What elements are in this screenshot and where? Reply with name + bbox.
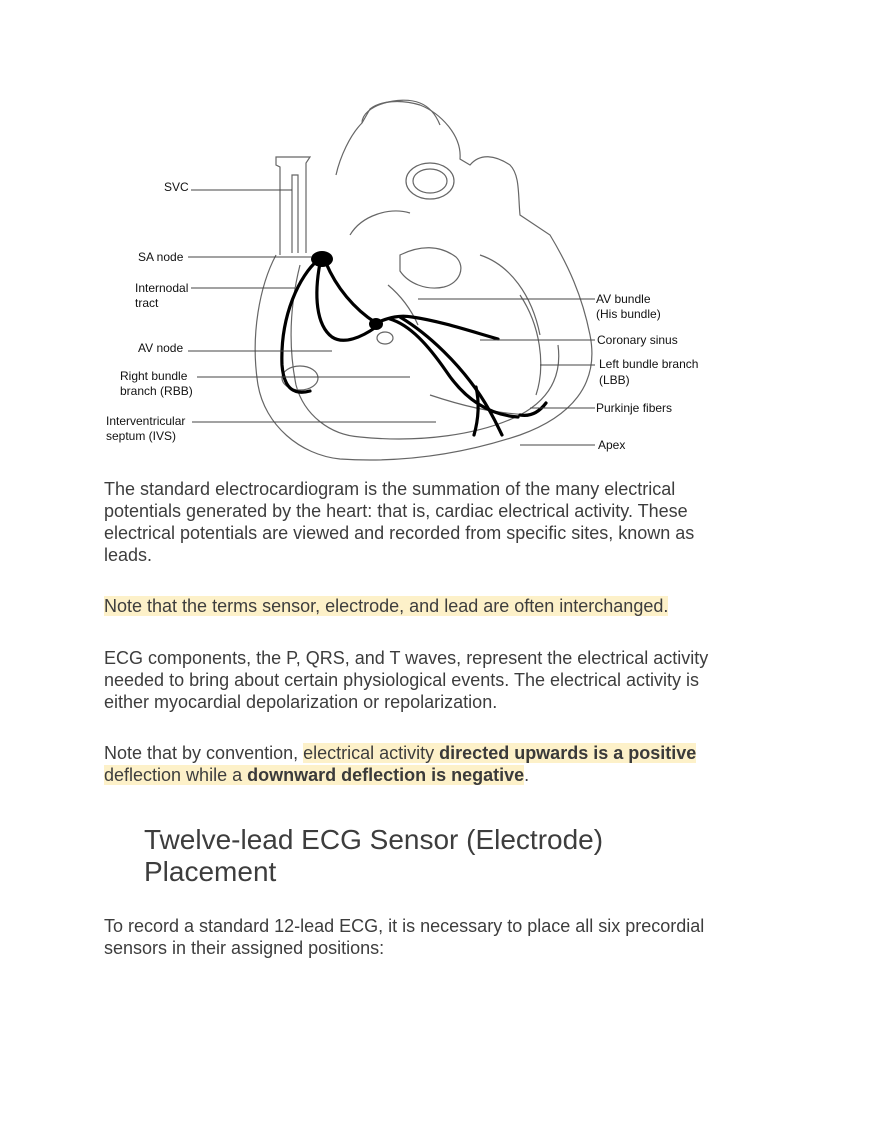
label-av-bundle-1: AV bundle: [596, 292, 651, 306]
heart-conduction-diagram: [100, 95, 720, 467]
ecg-components-paragraph: ECG components, the P, QRS, and T waves, represent the electrical activity needed to bring about certain physiological events. The electrical activity is either myocardial depolarization or repolarization.: [104, 648, 709, 712]
label-coronary-sinus: Coronary sinus: [597, 333, 678, 347]
sa-node: [311, 251, 333, 267]
intro-paragraph: The standard electrocardiogram is the summation of the many electrical potentials generated by the heart: that is, cardiac electrical activity. These electrical potentials are viewed and recorded from specific sites, known as leads.: [104, 479, 695, 565]
label-apex: Apex: [598, 438, 626, 452]
convention-text-d: deflection while a: [104, 765, 248, 785]
placement-paragraph: To record a standard 12-lead ECG, it is necessary to place all six precordial sensors in their assigned positions:: [104, 916, 705, 958]
label-ivs-1: Interventricular: [106, 414, 186, 428]
label-av-node: AV node: [138, 341, 184, 355]
av-node: [369, 318, 383, 330]
label-svc: SVC: [164, 180, 189, 194]
convention-bold-negative: downward deflection is negative: [247, 765, 525, 785]
label-sa-node: SA node: [138, 250, 184, 264]
convention-text-a: Note that by convention,: [104, 743, 304, 763]
label-rbb-2: branch (RBB): [120, 384, 193, 398]
convention-text-f: .: [524, 765, 530, 785]
label-av-bundle-2: (His bundle): [596, 307, 661, 321]
conduction-pathway: [282, 260, 546, 435]
label-lbb-2: (LBB): [599, 373, 630, 387]
label-rbb-1: Right bundle: [120, 369, 188, 383]
label-lbb-1: Left bundle branch: [599, 357, 699, 371]
convention-bold-positive: directed upwards is a positive: [439, 743, 697, 763]
label-purkinje: Purkinje fibers: [596, 401, 673, 415]
note-paragraph: [104, 595, 744, 617]
convention-paragraph: [104, 742, 744, 786]
label-ivs-2: septum (IVS): [106, 429, 177, 443]
label-internodal-2: tract: [135, 296, 159, 310]
convention-text-b: electrical activity: [303, 743, 440, 763]
label-internodal-1: Internodal: [135, 281, 189, 295]
section-heading: Twelve-lead ECG Sensor (Electrode) Placement: [144, 824, 604, 887]
note-highlight: Note that the terms sensor, electrode, and lead are often interchanged.: [104, 596, 669, 616]
